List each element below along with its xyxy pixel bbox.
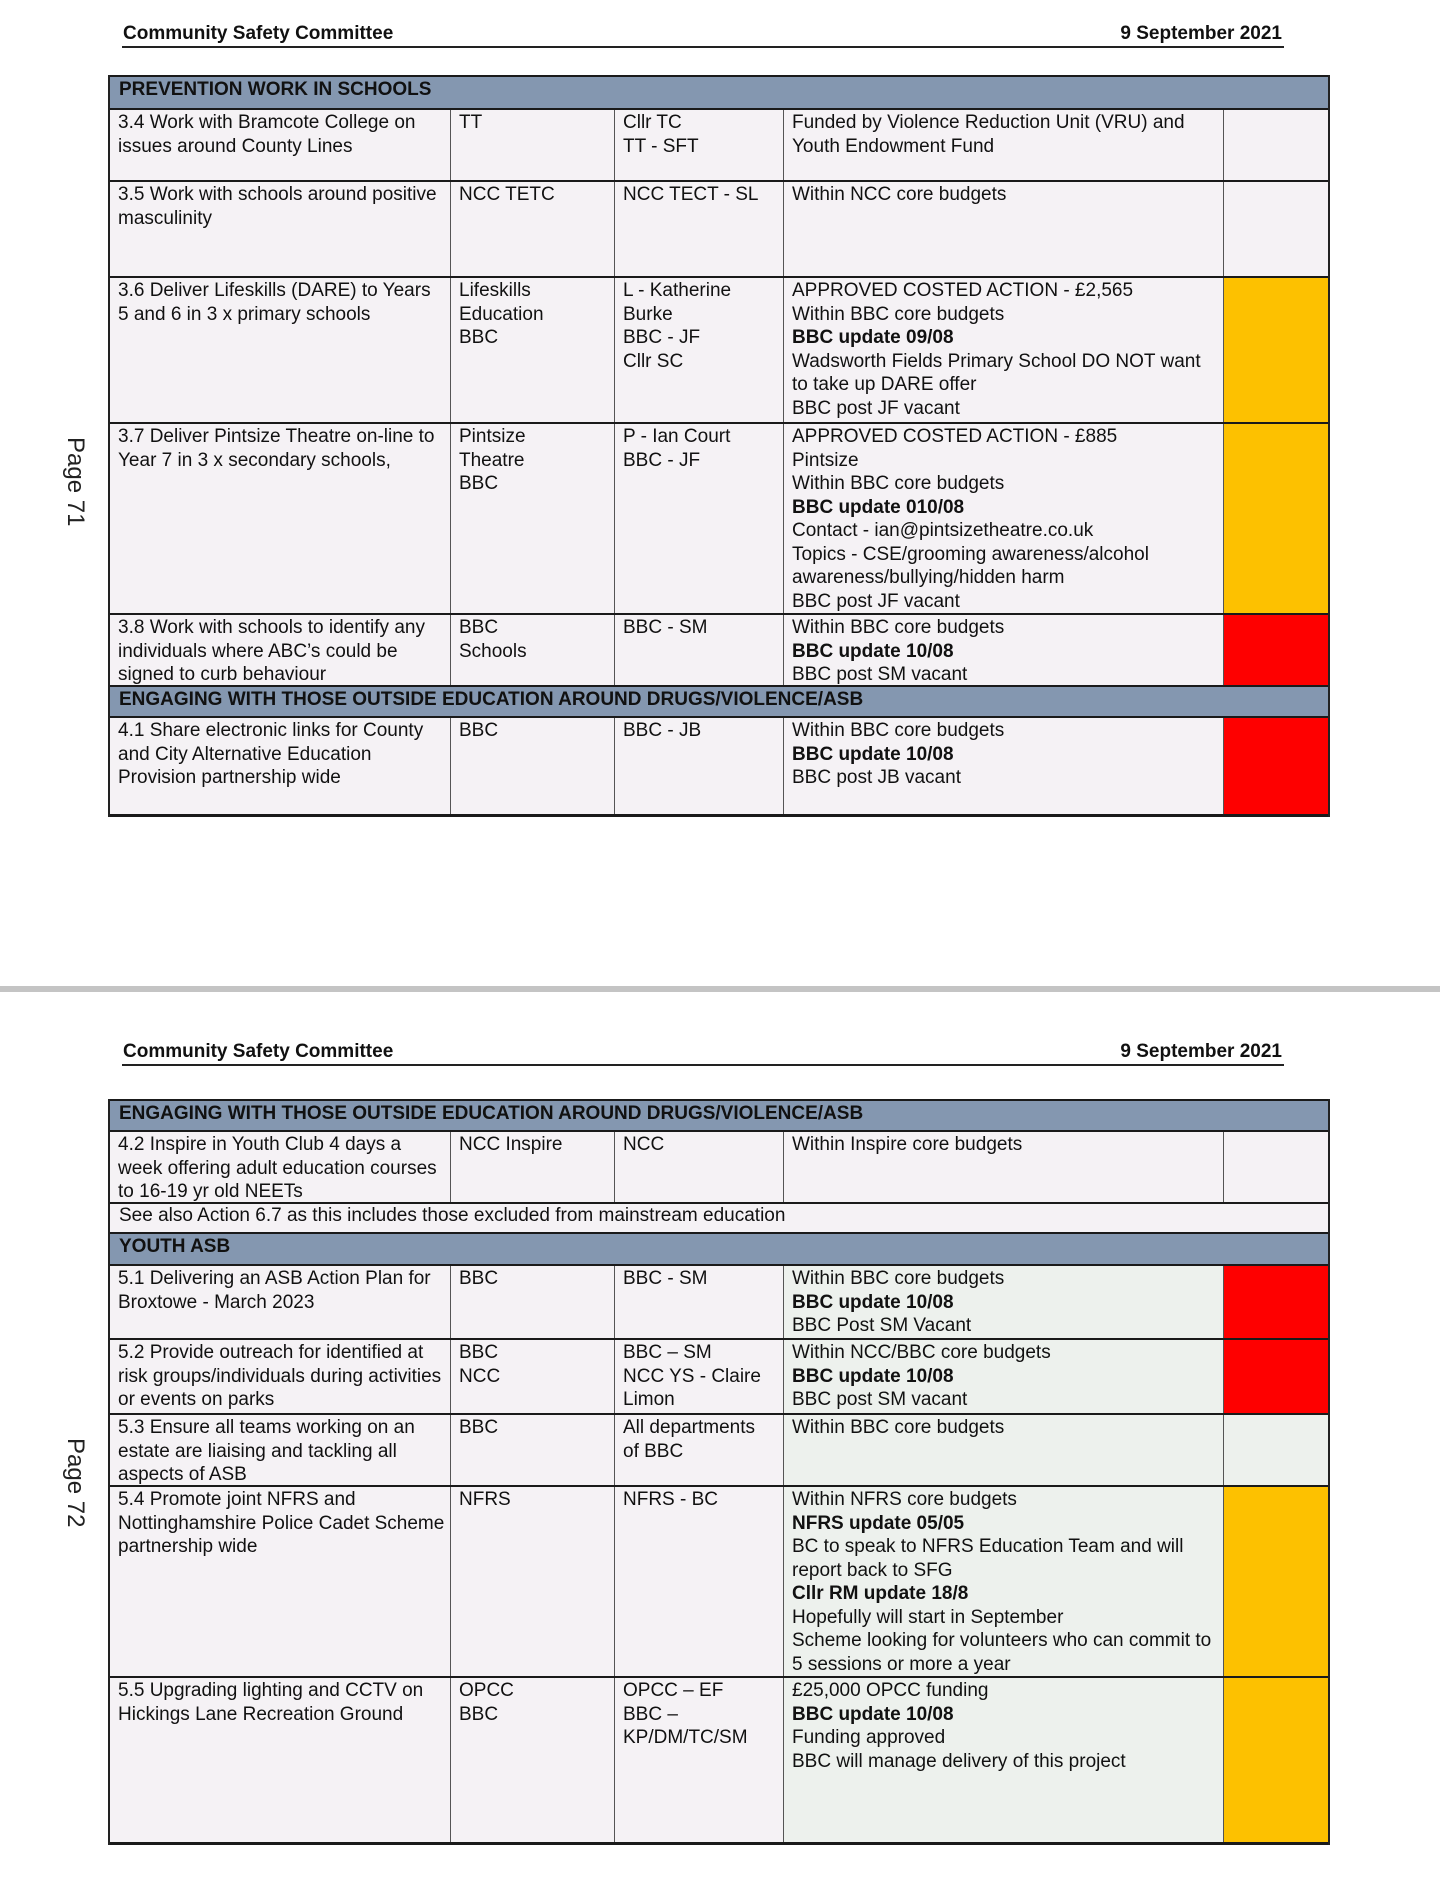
action-text: 5.4 Promote joint NFRS and Nottinghamshire Police Cadet Scheme partnership wide xyxy=(118,1489,445,1557)
action-cell xyxy=(110,1487,451,1676)
lead-text: BBC xyxy=(459,617,499,638)
lead-text: BBC xyxy=(459,1342,499,1363)
table-row xyxy=(110,276,1328,422)
table-row xyxy=(110,1338,1328,1413)
contact-text: Limon xyxy=(623,1389,675,1410)
progress-notes-cell xyxy=(784,1340,1224,1413)
contact-cell xyxy=(615,1487,784,1676)
lead-text: NCC xyxy=(459,1365,501,1387)
lead-text: BBC xyxy=(459,1417,499,1438)
lead-cell xyxy=(451,1415,615,1485)
action-cell xyxy=(110,110,451,180)
contact-text: NCC xyxy=(623,1134,665,1155)
contact-text: BBC - JB xyxy=(623,720,702,741)
lead-cell xyxy=(451,1678,615,1842)
note-text: Within NFRS core budgets xyxy=(792,1489,1017,1510)
lead-text: BBC xyxy=(459,327,499,348)
contact-text: BBC – SM xyxy=(623,1342,712,1363)
contact-text: OPCC – EF xyxy=(623,1680,724,1701)
contact-cell xyxy=(615,1678,784,1842)
note-text: Within BBC core budgets xyxy=(792,617,1005,638)
table-row xyxy=(110,613,1328,685)
lead-cell xyxy=(451,1266,615,1338)
action-text: 5.2 Provide outreach for identified at risk groups/individuals during activities or events on parks xyxy=(118,1342,442,1410)
note-text: Pintsize xyxy=(792,449,859,471)
committee-title: Community Safety Committee xyxy=(123,23,394,44)
table-row xyxy=(110,422,1328,613)
action-cell xyxy=(110,1340,451,1413)
lead-text: Pintsize xyxy=(459,426,526,447)
contact-text: of BBC xyxy=(623,1440,684,1462)
lead-cell xyxy=(451,1487,615,1676)
rag-status-none xyxy=(1224,1415,1328,1485)
note-text: BBC post SM vacant xyxy=(792,1389,968,1410)
progress-notes-cell xyxy=(784,278,1224,422)
contact-text: KP/DM/TC/SM xyxy=(623,1727,748,1748)
contact-cell xyxy=(615,424,784,613)
contact-text: NFRS - BC xyxy=(623,1489,718,1510)
contact-text: BBC - SM xyxy=(623,1268,708,1289)
progress-notes-cell xyxy=(784,1132,1224,1202)
action-plan-table xyxy=(108,75,1330,817)
contact-text: TT - SFT xyxy=(623,135,699,157)
section-header-engaging: ENGAGING WITH THOSE OUTSIDE EDUCATION AROUND DRUGS/VIOLENCE/ASB xyxy=(110,1099,1328,1130)
note-text: Within BBC core budgets xyxy=(792,720,1005,741)
lead-cell xyxy=(451,182,615,276)
lead-cell xyxy=(451,278,615,422)
update-heading: BBC update 10/08 xyxy=(792,1703,954,1725)
contact-text: All departments xyxy=(623,1417,756,1438)
note-text: APPROVED COSTED ACTION - £2,565 xyxy=(792,280,1134,301)
note-text: BC to speak to NFRS Education Team and will report back to SFG xyxy=(792,1536,1184,1581)
lead-text: BBC xyxy=(459,473,499,494)
action-text: 5.5 Upgrading lighting and CCTV on Hickings Lane Recreation Ground xyxy=(118,1680,424,1725)
lead-text: BBC xyxy=(459,1268,499,1289)
update-heading: NFRS update 05/05 xyxy=(792,1512,965,1534)
progress-notes-cell xyxy=(784,615,1224,685)
action-cell xyxy=(110,424,451,613)
contact-text: Burke xyxy=(623,303,673,325)
action-cell xyxy=(110,278,451,422)
rag-status-red xyxy=(1224,615,1328,685)
action-text: 4.1 Share electronic links for County and City Alternative Education Provision partnership wide xyxy=(118,720,424,788)
lead-cell xyxy=(451,615,615,685)
contact-text: BBC - SM xyxy=(623,617,708,638)
action-cell xyxy=(110,182,451,276)
contact-cell xyxy=(615,110,784,180)
page-number-label: Page 72 xyxy=(62,1438,89,1528)
note-text: Funded by Violence Reduction Unit (VRU) and Youth Endowment Fund xyxy=(792,112,1185,157)
lead-text: Lifeskills xyxy=(459,280,531,301)
contact-text: L - Katherine xyxy=(623,280,732,301)
lead-cell xyxy=(451,1340,615,1413)
note-text: £25,000 OPCC funding xyxy=(792,1680,989,1701)
action-text: 3.7 Deliver Pintsize Theatre on-line to Year 7 in 3 x secondary schools, xyxy=(118,426,435,471)
rag-status-amber xyxy=(1224,278,1328,422)
lead-cell xyxy=(451,110,615,180)
action-cell xyxy=(110,615,451,685)
progress-notes-cell xyxy=(784,1415,1224,1485)
action-plan-table xyxy=(108,1099,1330,1845)
action-cell xyxy=(110,718,451,814)
note-text: Within BBC core budgets xyxy=(792,1417,1005,1438)
table-row xyxy=(110,716,1328,817)
note-text: Contact - ian@pintsizetheatre.co.uk xyxy=(792,520,1094,541)
document-header xyxy=(122,1040,1284,1066)
meeting-date: 9 September 2021 xyxy=(1120,1041,1282,1062)
contact-text: BBC – xyxy=(623,1703,678,1725)
contact-text: P - Ian Court xyxy=(623,426,731,447)
progress-notes-cell xyxy=(784,1266,1224,1338)
action-text: 3.4 Work with Bramcote College on issues around County Lines xyxy=(118,112,416,157)
note-text: BBC post JB vacant xyxy=(792,767,961,788)
action-text: 5.1 Delivering an ASB Action Plan for Broxtowe - March 2023 xyxy=(118,1268,431,1313)
document-header xyxy=(122,22,1284,48)
action-text: 3.5 Work with schools around positive masculinity xyxy=(118,184,437,229)
action-cell xyxy=(110,1266,451,1338)
note-text: Funding approved xyxy=(792,1727,946,1748)
lead-text: TT xyxy=(459,112,483,133)
lead-text: NCC TETC xyxy=(459,184,555,205)
rag-status-none xyxy=(1224,110,1328,180)
progress-notes-cell xyxy=(784,718,1224,814)
contact-cell xyxy=(615,182,784,276)
note-row: See also Action 6.7 as this includes those excluded from mainstream education xyxy=(110,1202,1328,1232)
note-text: Scheme looking for volunteers who can commit to 5 sessions or more a year xyxy=(792,1630,1212,1675)
contact-text: Cllr SC xyxy=(623,350,684,372)
page-number-label: Page 71 xyxy=(62,437,89,527)
update-heading: BBC update 10/08 xyxy=(792,1365,954,1387)
note-text: Within BBC core budgets xyxy=(792,473,1005,494)
note-text: BBC will manage delivery of this project xyxy=(792,1750,1126,1772)
lead-text: Schools xyxy=(459,640,527,662)
contact-cell xyxy=(615,278,784,422)
contact-text: BBC - JF xyxy=(623,327,701,348)
table-row xyxy=(110,1676,1328,1845)
progress-notes-cell xyxy=(784,424,1224,613)
section-header-prevention: PREVENTION WORK IN SCHOOLS xyxy=(110,75,1328,108)
page-divider xyxy=(0,986,1440,992)
lead-text: OPCC xyxy=(459,1680,514,1701)
lead-cell xyxy=(451,424,615,613)
contact-text: BBC - JF xyxy=(623,449,701,471)
progress-notes-cell xyxy=(784,1487,1224,1676)
update-heading: BBC update 10/08 xyxy=(792,640,954,662)
rag-status-amber xyxy=(1224,424,1328,613)
contact-cell xyxy=(615,1340,784,1413)
lead-text: NCC Inspire xyxy=(459,1134,563,1155)
table-row xyxy=(110,108,1328,180)
rag-status-red xyxy=(1224,1340,1328,1413)
note-text: Within NCC core budgets xyxy=(792,184,1007,205)
rag-status-amber xyxy=(1224,1487,1328,1676)
section-header-youth-asb: YOUTH ASB xyxy=(110,1232,1328,1264)
contact-text: NCC YS - Claire xyxy=(623,1365,761,1387)
action-text: 5.3 Ensure all teams working on an estate are liaising and tackling all aspects of ASB xyxy=(118,1417,415,1485)
rag-status-none xyxy=(1224,182,1328,276)
note-text: BBC post JF vacant xyxy=(792,397,960,419)
committee-title: Community Safety Committee xyxy=(123,1041,394,1062)
note-text: Topics - CSE/grooming awareness/alcohol awareness/bullying/hidden harm xyxy=(792,543,1149,588)
action-cell xyxy=(110,1678,451,1842)
update-heading: BBC update 09/08 xyxy=(792,327,954,348)
contact-cell xyxy=(615,1415,784,1485)
lead-text: BBC xyxy=(459,1703,499,1725)
lead-text: Theatre xyxy=(459,449,525,471)
lead-text: NFRS xyxy=(459,1489,511,1510)
note-text: Hopefully will start in September xyxy=(792,1606,1064,1628)
table-row xyxy=(110,180,1328,276)
page-72 xyxy=(0,994,1440,1878)
note-text: Wadsworth Fields Primary School DO NOT want to take up DARE offer xyxy=(792,350,1201,395)
section-header-engaging: ENGAGING WITH THOSE OUTSIDE EDUCATION AROUND DRUGS/VIOLENCE/ASB xyxy=(110,685,1328,716)
rag-status-red xyxy=(1224,718,1328,814)
table-row xyxy=(110,1413,1328,1485)
contact-text: Cllr TC xyxy=(623,112,682,133)
lead-text: Education xyxy=(459,303,544,325)
action-text: 4.2 Inspire in Youth Club 4 days a week offering adult education courses to 16-19 yr old NEETs xyxy=(118,1134,437,1202)
progress-notes-cell xyxy=(784,110,1224,180)
update-heading: BBC update 010/08 xyxy=(792,496,965,518)
action-cell xyxy=(110,1132,451,1202)
contact-cell xyxy=(615,1132,784,1202)
contact-cell xyxy=(615,718,784,814)
action-text: 3.8 Work with schools to identify any individuals where ABC’s could be signed to curb behaviour xyxy=(118,617,425,685)
lead-cell xyxy=(451,718,615,814)
note-text: BBC post JF vacant xyxy=(792,590,960,612)
progress-notes-cell xyxy=(784,1678,1224,1842)
table-row xyxy=(110,1485,1328,1676)
rag-status-red xyxy=(1224,1266,1328,1338)
rag-status-none xyxy=(1224,1132,1328,1202)
note-text: Within BBC core budgets xyxy=(792,1268,1005,1289)
update-heading: BBC update 10/08 xyxy=(792,743,954,765)
update-heading: BBC update 10/08 xyxy=(792,1291,954,1313)
action-cell xyxy=(110,1415,451,1485)
rag-status-amber xyxy=(1224,1678,1328,1842)
note-text: BBC Post SM Vacant xyxy=(792,1315,972,1336)
note-text: Within BBC core budgets xyxy=(792,303,1005,325)
note-text: Within NCC/BBC core budgets xyxy=(792,1342,1051,1363)
note-text: Within Inspire core budgets xyxy=(792,1134,1023,1155)
table-row xyxy=(110,1130,1328,1202)
note-text: APPROVED COSTED ACTION - £885 xyxy=(792,426,1118,447)
progress-notes-cell xyxy=(784,182,1224,276)
update-heading: Cllr RM update 18/8 xyxy=(792,1583,969,1604)
contact-cell xyxy=(615,615,784,685)
contact-text: NCC TECT - SL xyxy=(623,184,759,205)
lead-text: BBC xyxy=(459,720,499,741)
lead-cell xyxy=(451,1132,615,1202)
table-row xyxy=(110,1264,1328,1338)
contact-cell xyxy=(615,1266,784,1338)
meeting-date: 9 September 2021 xyxy=(1120,23,1282,44)
note-text: BBC post SM vacant xyxy=(792,664,968,685)
action-text: 3.6 Deliver Lifeskills (DARE) to Years 5 and 6 in 3 x primary schools xyxy=(118,280,431,325)
